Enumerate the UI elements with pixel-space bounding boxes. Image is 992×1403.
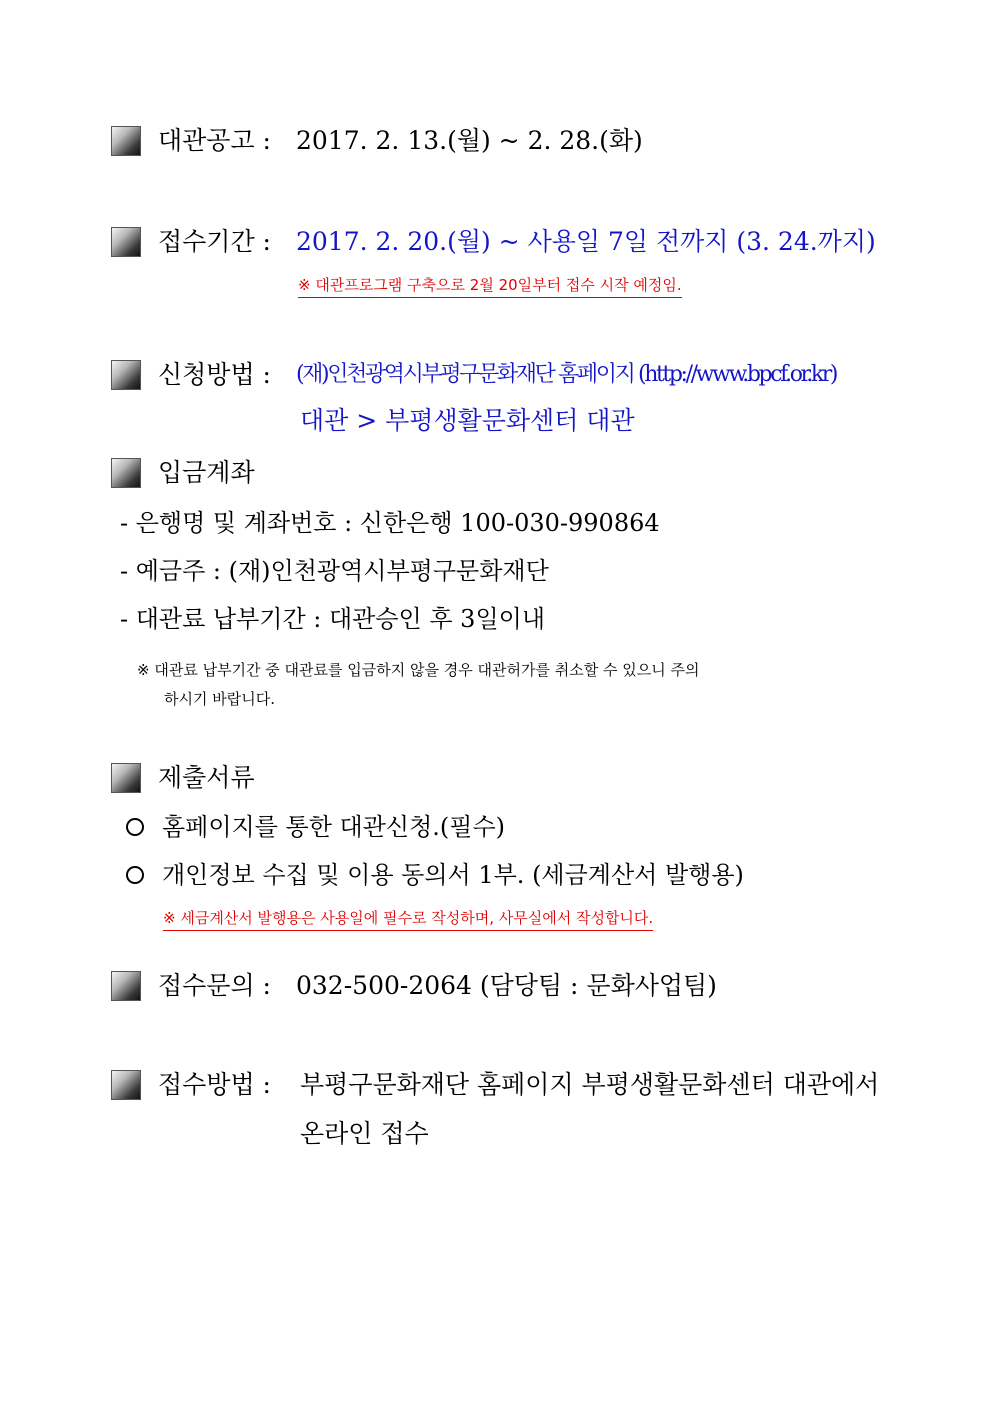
deposit-account-note-line1: ※ 대관료 납부기간 중 대관료를 입금하지 않을 경우 대관허가를 취소할 수 있으니 주의: [137, 661, 700, 679]
documents-item-text: 홈페이지를 통한 대관신청.(필수): [162, 813, 506, 841]
deposit-account-item-bank: - 은행명 및 계좌번호 : 신한은행 100-030-990864: [120, 509, 660, 537]
reception-period-label: 접수기간 :: [158, 227, 271, 256]
section-bullet-icon: [111, 1070, 141, 1100]
section-bullet-icon: [111, 763, 141, 793]
inquiry-value: 032-500-2064 (담당팀 : 문화사업팀): [296, 971, 717, 1000]
reception-period-value: 2017. 2. 20.(월) ~ 사용일 7일 전까지 (3. 24.까지): [296, 227, 876, 256]
reception-method-line2: 온라인 접수: [300, 1119, 429, 1148]
documents-item-text: 개인정보 수집 및 이용 동의서 1부. (세금계산서 발행용): [162, 861, 744, 889]
inquiry-label: 접수문의 :: [158, 971, 271, 1000]
circle-bullet-icon: [126, 866, 144, 884]
reception-method-line1: 부평구문화재단 홈페이지 부평생활문화센터 대관에서: [300, 1070, 880, 1099]
deposit-account-label: 입금계좌: [158, 458, 255, 487]
reception-period-note: ※ 대관프로그램 구축으로 2월 20일부터 접수 시작 예정임.: [298, 274, 682, 298]
rental-notice-value: 2017. 2. 13.(월) ~ 2. 28.(화): [296, 126, 643, 155]
documents-item: [126, 860, 744, 890]
section-bullet-icon: [111, 360, 141, 390]
section-bullet-icon: [111, 458, 141, 488]
section-bullet-icon: [111, 971, 141, 1001]
section-bullet-icon: [111, 126, 141, 156]
deposit-account-item-period: - 대관료 납부기간 : 대관승인 후 3일이내: [120, 605, 545, 633]
documents-note: ※ 세금계산서 발행용은 사용일에 필수로 작성하며, 사무실에서 작성합니다.: [163, 907, 653, 931]
reception-method-label: 접수방법 :: [158, 1070, 271, 1099]
section-bullet-icon: [111, 227, 141, 257]
rental-notice-label: 대관공고 :: [158, 126, 271, 155]
documents-item: [126, 812, 505, 842]
application-method-line1: (재)인천광역시부평구문화재단 홈페이지 (http://www.bpcf.or.kr): [296, 362, 837, 387]
circle-bullet-icon: [126, 818, 144, 836]
application-method-label: 신청방법 :: [158, 360, 271, 389]
documents-label: 제출서류: [158, 763, 255, 792]
deposit-account-item-holder: - 예금주 : (재)인천광역시부평구문화재단: [120, 557, 549, 585]
deposit-account-note-line2: 하시기 바랍니다.: [164, 690, 275, 708]
application-method-line2: 대관 > 부평생활문화센터 대관: [300, 406, 635, 435]
